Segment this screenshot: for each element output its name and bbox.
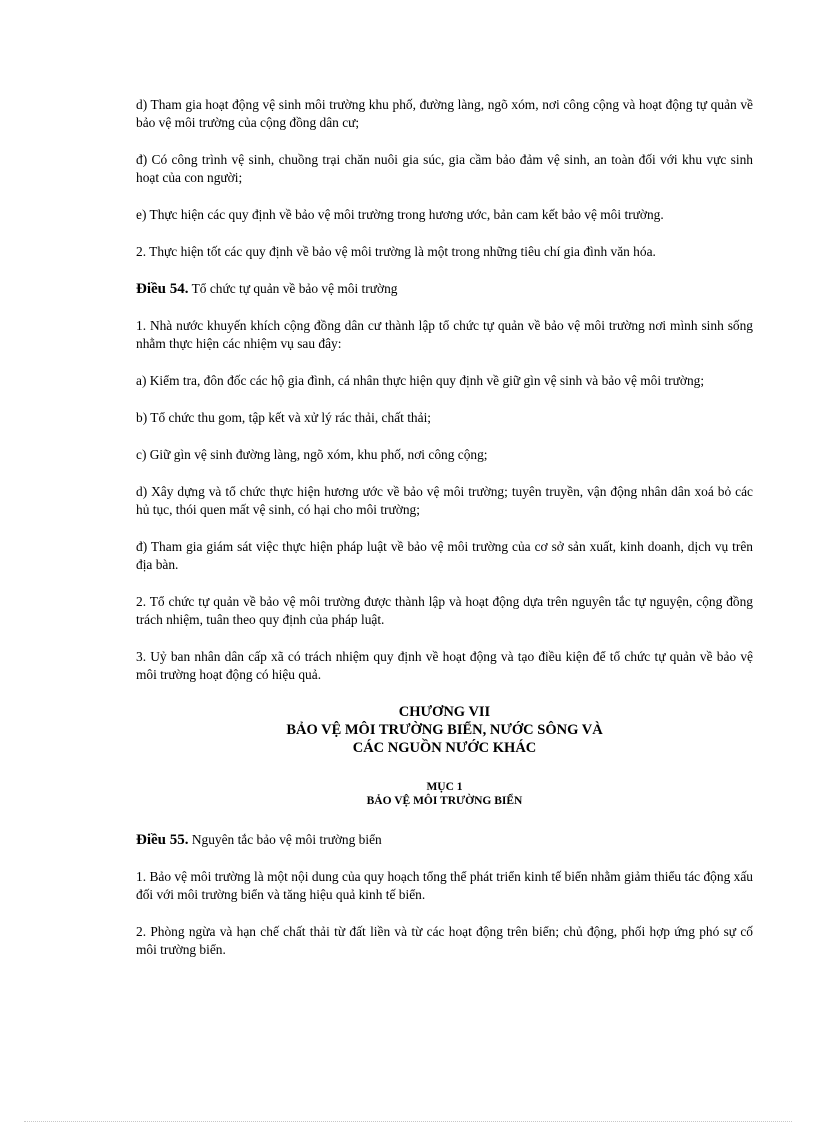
paragraph: 2. Phòng ngừa và hạn chế chất thải từ đất liền và từ các hoạt động trên biển; chủ động, phối hợp ứng phó sự cố môi trường biển. bbox=[136, 924, 753, 957]
article-heading bbox=[136, 280, 753, 298]
chapter-heading bbox=[136, 703, 753, 757]
paragraph: a) Kiểm tra, đôn đốc các hộ gia đình, cá nhân thực hiện quy định về giữ gìn vệ sinh và bảo vệ môi trường; bbox=[136, 373, 705, 388]
article-title-text: Tổ chức tự quản về bảo vệ môi trường bbox=[188, 281, 398, 296]
section-line: MỤC 1 bbox=[426, 781, 463, 793]
paragraph: e) Thực hiện các quy định về bảo vệ môi trường trong hương ước, bản cam kết bảo vệ môi trường. bbox=[136, 207, 664, 222]
paragraph: d) Tham gia hoạt động vệ sinh môi trường khu phố, đường làng, ngõ xóm, nơi công cộng và hoạt động tự quản về bảo vệ môi trường của cộng đồng dân cư; bbox=[136, 97, 753, 130]
paragraph: đ) Tham gia giám sát việc thực hiện pháp luật về bảo vệ môi trường của cơ sở sản xuất, kinh doanh, dịch vụ trên địa bàn. bbox=[136, 539, 753, 572]
section-line: BẢO VỆ MÔI TRƯỜNG BIỂN bbox=[366, 795, 523, 807]
paragraph: b) Tổ chức thu gom, tập kết và xử lý rác thải, chất thải; bbox=[136, 410, 432, 425]
document-body bbox=[136, 96, 753, 978]
paragraph: d) Xây dựng và tổ chức thực hiện hương ước về bảo vệ môi trường; tuyên truyền, vận động nhân dân xoá bỏ các hủ tục, thói quen mất vệ sinh, có hại cho môi trường; bbox=[136, 484, 753, 517]
paragraph: c) Giữ gìn vệ sinh đường làng, ngõ xóm, khu phố, nơi công cộng; bbox=[136, 447, 488, 462]
chapter-line: BẢO VỆ MÔI TRƯỜNG BIỂN, NƯỚC SÔNG VÀ bbox=[286, 722, 603, 738]
paragraph: 1. Bảo vệ môi trường là một nội dung của quy hoạch tổng thể phát triển kinh tế biển nhằm giảm thiểu tác động xấu đối với môi trường biển và tăng hiệu quả kinh tế biển. bbox=[136, 869, 753, 902]
article-heading bbox=[136, 831, 753, 849]
chapter-line: CHƯƠNG VII bbox=[398, 704, 491, 720]
article-title-text: Nguyên tắc bảo vệ môi trường biển bbox=[188, 832, 382, 847]
paragraph: 2. Thực hiện tốt các quy định về bảo vệ môi trường là một trong những tiêu chí gia đình văn hóa. bbox=[136, 244, 656, 259]
paragraph: 3. Uỷ ban nhân dân cấp xã có trách nhiệm quy định về hoạt động và tạo điều kiện để tổ chức tự quản về bảo vệ môi trường hoạt động có hiệu quả. bbox=[136, 649, 753, 682]
article-number: Điều 54. bbox=[136, 281, 189, 297]
paragraph: đ) Có công trình vệ sinh, chuồng trại chăn nuôi gia súc, gia cầm bảo đảm vệ sinh, an toàn đối với khu vực sinh hoạt của con người; bbox=[136, 152, 753, 185]
chapter-line: CÁC NGUỒN NƯỚC KHÁC bbox=[352, 740, 537, 756]
page-bottom-border bbox=[24, 1121, 792, 1122]
section-heading bbox=[136, 780, 753, 808]
paragraph: 1. Nhà nước khuyến khích cộng đồng dân cư thành lập tổ chức tự quản về bảo vệ môi trường nơi mình sinh sống nhằm thực hiện các nhiệm vụ sau đây: bbox=[136, 318, 753, 351]
article-number: Điều 55. bbox=[136, 832, 189, 848]
paragraph: 2. Tổ chức tự quản về bảo vệ môi trường được thành lập và hoạt động dựa trên nguyên tắc tự nguyện, cộng đồng trách nhiệm, tuân theo quy định của pháp luật. bbox=[136, 594, 753, 627]
